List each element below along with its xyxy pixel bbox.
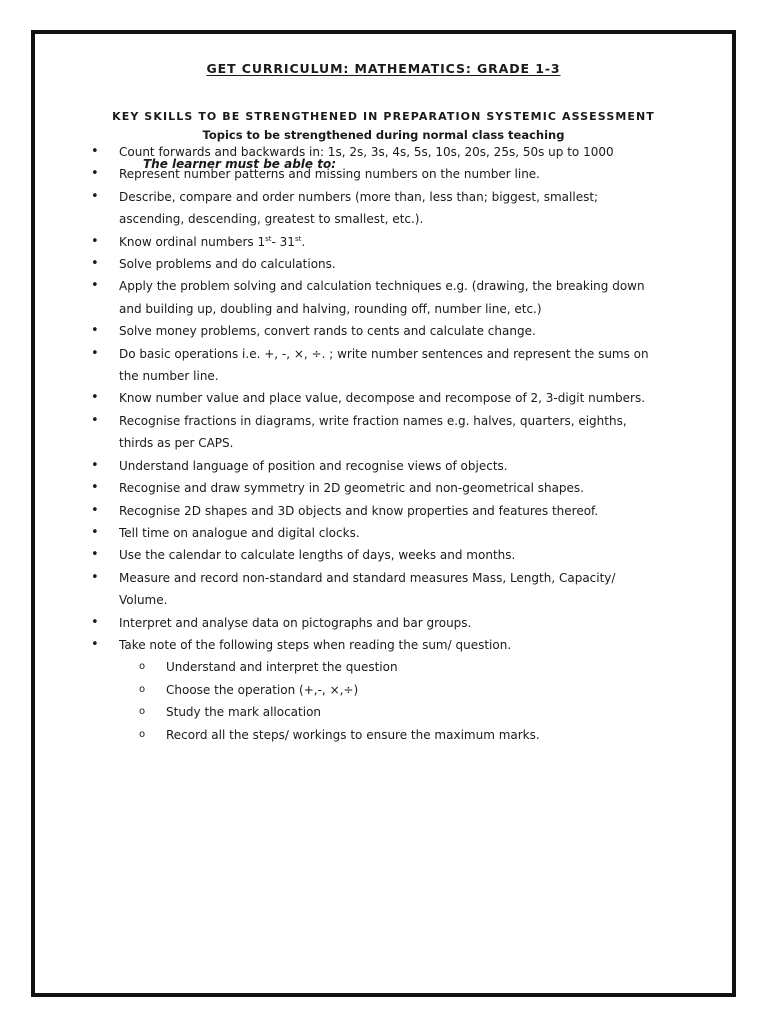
ordinal-suffix: st	[294, 234, 302, 243]
intro-text: The learner must be able to:	[143, 157, 336, 171]
list-item: • Describe, compare and order numbers (more than, less than; biggest, smallest; ascending, descending, greatest to smallest, etc.).	[91, 186, 651, 231]
list-item	[91, 231, 651, 253]
list-item: • Represent number patterns and missing numbers on the number line.	[91, 163, 651, 185]
ordinal-text: Know ordinal numbers 1	[119, 234, 266, 249]
list-item: • Interpret and analyse data on pictographs and bar groups.	[91, 612, 651, 634]
list-item: • Recognise fractions in diagrams, write fraction names e.g. halves, quarters, eighths, thirds as per CAPS.	[91, 410, 651, 455]
page-title: GET CURRICULUM: MATHEMATICS: GRADE 1-3	[206, 61, 561, 76]
list-item: • Measure and record non-standard and standard measures Mass, Length, Capacity/ Volume.	[91, 567, 651, 612]
section-subheading: Topics to be strengthened during normal class teaching	[202, 128, 565, 142]
list-item-text: Take note of the following steps when reading the sum/ question.	[119, 637, 512, 652]
list-item: • Count forwards and backwards in: 1s, 2s, 3s, 4s, 5s, 10s, 20s, 25s, 50s up to 1000	[91, 141, 651, 163]
ordinal-range: - 31	[271, 234, 295, 249]
list-item: • Understand language of position and recognise views of objects.	[91, 455, 651, 477]
list-item	[91, 634, 651, 746]
list-item: • Tell time on analogue and digital clocks.	[91, 522, 651, 544]
list-item: • Apply the problem solving and calculation techniques e.g. (drawing, the breaking down and building up, doubling and halving, rounding off, number line, etc.)	[91, 275, 651, 320]
ordinal-suffix: st	[265, 234, 272, 243]
list-item: • Solve problems and do calculations.	[91, 253, 651, 275]
steps-sublist	[119, 656, 651, 746]
list-item: • Recognise and draw symmetry in 2D geometric and non-geometrical shapes.	[91, 477, 651, 499]
sublist-item: o Record all the steps/ workings to ensure the maximum marks.	[139, 724, 651, 746]
list-item: • Know number value and place value, decompose and recompose of 2, 3-digit numbers.	[91, 387, 651, 409]
section-heading: KEY SKILLS TO BE STRENGTHENED IN PREPARATION SYSTEMIC ASSESSMENT	[112, 110, 655, 123]
sublist-item: o Choose the operation (+,-, ×,÷)	[139, 679, 651, 701]
sublist-item: o Understand and interpret the question	[139, 656, 651, 678]
skills-list	[91, 141, 651, 746]
sublist-item: o Study the mark allocation	[139, 701, 651, 723]
list-item: • Do basic operations i.e. +, -, ×, ÷. ; write number sentences and represent the sums on the number line.	[91, 343, 651, 388]
list-item: • Use the calendar to calculate lengths of days, weeks and months.	[91, 544, 651, 566]
ordinal-end: .	[301, 234, 306, 249]
list-item: • Solve money problems, convert rands to cents and calculate change.	[91, 320, 651, 342]
list-item: • Recognise 2D shapes and 3D objects and know properties and features thereof.	[91, 500, 651, 522]
